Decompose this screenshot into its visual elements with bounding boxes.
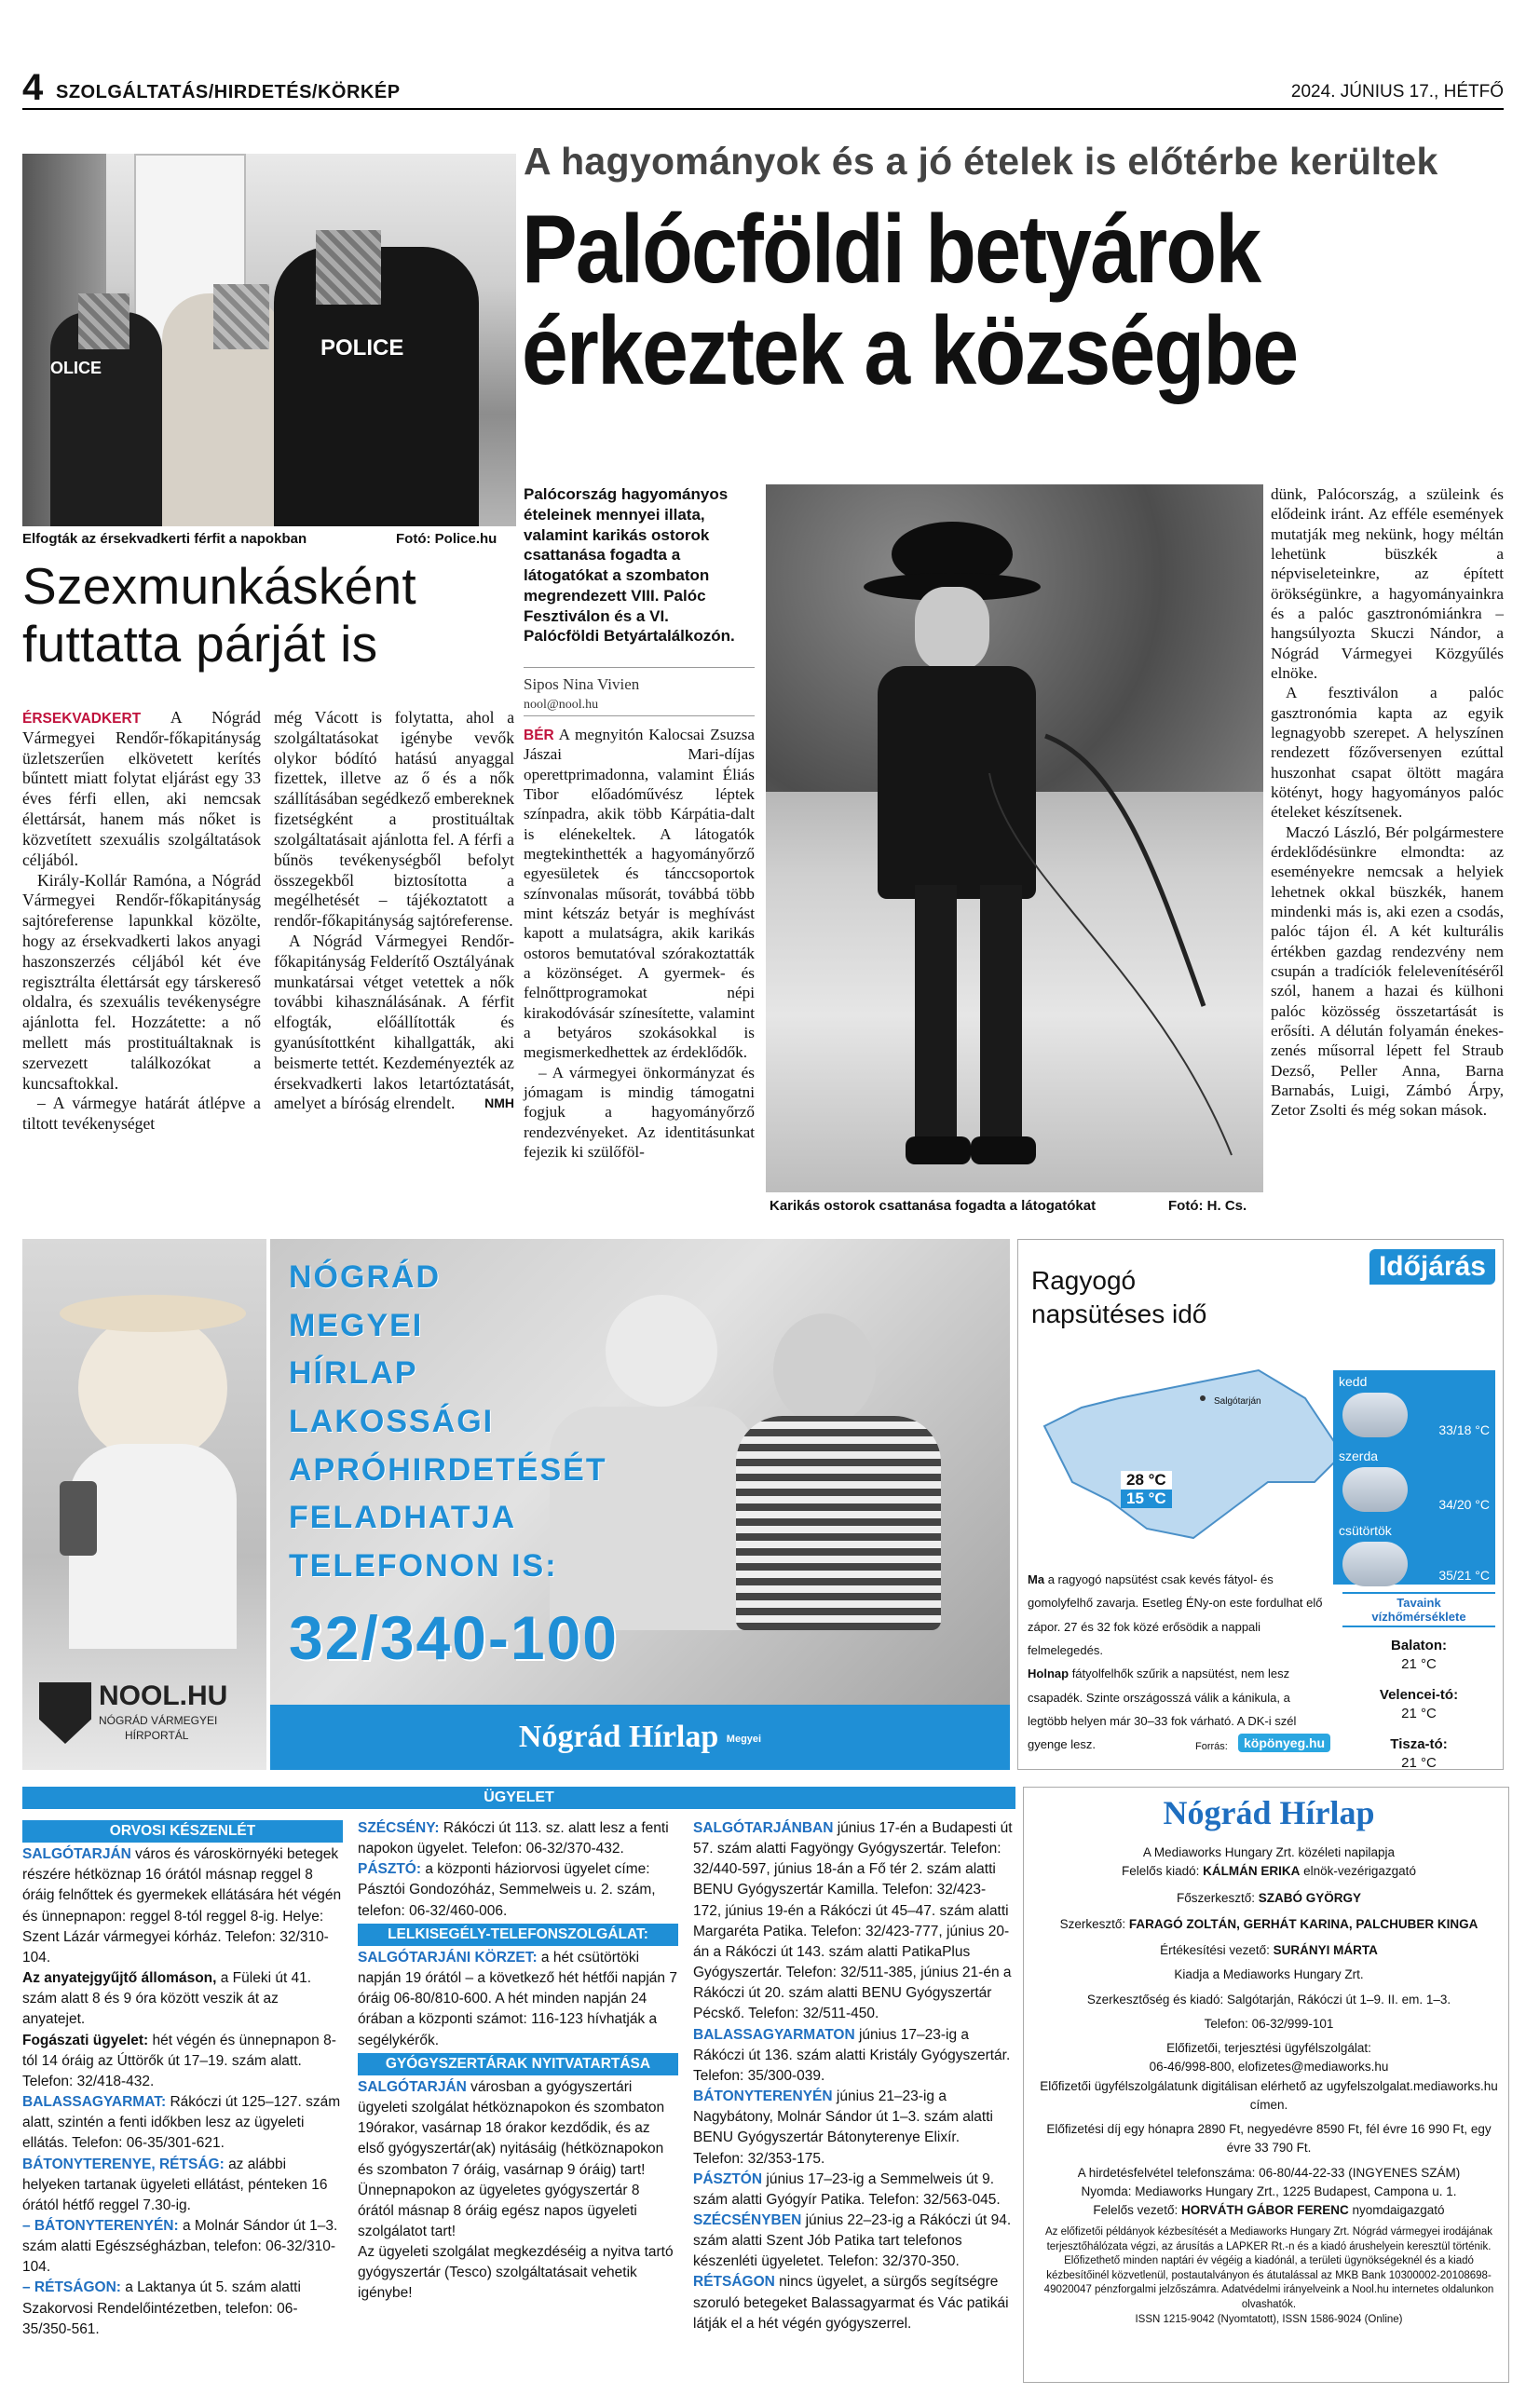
ugyelet-bar: ÜGYELET [22, 1787, 1015, 1809]
cloud-sun-icon [1342, 1393, 1408, 1437]
ad-brand: Nógrád Hírlap [518, 1720, 719, 1754]
article-signature: NMH [484, 1095, 514, 1111]
weather-tag: Időjárás [1369, 1249, 1495, 1285]
left-article-col2: még Vácott is folytatta, ahol a szolgáltatásokat igénybe vevők olykor bódító hatású anyaggal fizettek, illetve az ő és a nők szállításában segédkező embereknek fizetségként a prostituáltak szolgáltatásait ajánlotta fel. A férfi a bűnös tevékenységből befolyt összegekből biztosította a megélhetését – tájékoztatott a rendőr-főkapitányság sajtóreferense. A Nógrád Vármegyei Rendőr-főkapitányság Felderítő Osztályának munkatársai vétget vetettek a nők további kihasználásának. A férfit elfogták, előállították és gyanúsítottként kihallgatták, aki beismerte tettét. Kezdeményezték az érsekvadkerti lakos letartóztatását, amelyet a bíróság elrendelt. NMH [274, 708, 514, 1113]
impressum: Nógrád Hírlap A Mediaworks Hungary Zrt. közéleti napilapja Felelős kiadó: KÁLMÁN ERIKA elnök-vezérigazgató Főszerkesztő: SZABÓ GYÖRGY Szerkesztő: FARAGÓ ZOLTÁN, GERHÁT KARINA, PALCHUBER KINGA Értékesítési vezető: SURÁNYI MÁRTA Kiadja a Mediaworks Hungary Zrt. Szerkesztőség és kiadó: Salgótarján, Rákóczi út 1–9. II. em. 1–3. Telefon: 06-32/999-101 Előfizetői, terjesztési ügyfélszolgálat: 06-46/998-800, elofizetes@mediaworks.hu Előfizetői ügyfélszolgálatunk digitálisan elérhető az ugyfelszolgalat.mediaworks.hu címen. Előfizetési díj egy hónapra 2890 Ft, negyedévre 8590 Ft, fél évre 16 990 Ft, egy évre 33 790 Ft. A hirdetésfelvétel telefonszáma: 06-80/44-22-33 (INGYENES SZÁM) Nyomda: Mediaworks Hungary Zrt., 1225 Budapest, Campona u. 1. Felelős vezető: HORVÁTH GÁBOR FERENC nyomdaigazgató Az előfizetői példányok kézbesítését a Mediaworks Hungary Zrt. Nógrád vármegyei irodájának terjesztőhálózata végzi, az árusítás a LAPKER Rt.-n és a kiadó árushelyein keresztül történik. Előfizethető minden naptári év végéig a kiadónál, a területi ügynökségeknél és a kiadó kézbesítőinél közvetlenül, postautalványon és átutalással az MKB Bank 10300002-20108698-49020047 pénzforgalmi jelzőszámra. Adatvédelmi irányelveink a Nool.hu internetes oldalunkon olvashatók. ISSN 1215-9042 (Nyomtatott), ISSN 1586-9024 (Online) [1034, 1793, 1504, 2329]
duty-col3: SALGÓTARJÁNBAN június 17-én a Budapesti út 57. szám alatti Fagyöngy Gyógyszertár. Telefon: 32/440-597, június 18-án a Fő tér 2. szám alatti BENU Gyógyszertár Kamilla. Telefon: 32/423-172, június 19-én a Rákóczi út 45–47. szám alatti Margaréta Patika. Telefon: 32/423-777, június 20-án a Rákóczi út 143. szám alatti PatikaPlus Gyógyszertár. Telefon: 32/511-385, június 21-én a Rákóczi út 20. szám alatti BENU Gyógyszertár Pécskő. Telefon: 32/511-450. BALASSAGYARMATON június 17–23-ig a Rákóczi út 136. szám alatti Kristály Gyógyszertár. Telefon: 35/300-039. BÁTONYTERENYÉN június 21–23-ig a Nagybátony, Molnár Sándor út 1–3. szám alatti BENU Gyógyszertár Bátonyterenye Elixír. Telefon: 32/353-175. PÁSZTÓN június 17–23-ig a Semmelweis út 9. szám alatti Gyógyír Patika. Telefon: 32/563-045. SZÉCSÉNYBEN június 22–23-ig a Rákóczi út 94. szám alatti Szent Jób Patika tart telefonos készenléti ügyeletet. Telefon: 32/370-350. RÉTSÁGON nincs ügyelet, a sürgős segítségre szoruló betegeket Balassagyarmat és Vác patikái látják el a hét végén gyógyszerrel. [693, 1820, 1013, 2332]
orvosi-header: ORVOSI KÉSZENLÉT [22, 1820, 343, 1843]
duty-col1: ORVOSI KÉSZENLÉT SALGÓTARJÁN város és városkörnyéki betegek részére hétköznap 16 órától másnap reggel 8 óráig felnőttek és gyermekek ellátására hét végén és ünnepnapon: reggel 8-tól reggel 8-ig. Helye: Szent Lázár vármegyei kórház. Telefon: 32/310-104. Az anyatejgyűjtő állomáson, a Füleki út 41. szám alatt 8 és 9 óra között veszik át az anyatejet. Fogászati ügyelet: hét végén és ünnepnapon 8-tól 14 óráig az Úttörők út 17–19. szám alatt. Telefon: 32/418-432. BALASSAGYARMAT: Rákóczi út 125–127. szám alatt, szintén a fenti időkben lesz az ügyeleti ellátás. Telefon: 06-35/301-621. BÁTONYTERENYE, RÉTSÁG: az alábbi helyeken tartanak ügyeleti ellátást, pénteken 16 órától hétfő reggel 7.30-ig. – BÁTONYTERENYÉN: a Molnár Sándor út 1–3. szám alatti Egészségházban, telefon: 06-32/310-104. – RÉTSÁGON: a Laktanya út 5. szám alatti Szakorvosi Rendelőintézetben, telefon: 06-35/350-561. [22, 1818, 343, 2340]
page-header [22, 67, 1504, 110]
whip-line [766, 484, 1263, 1192]
cloud-sun-icon [1342, 1467, 1408, 1512]
photo-caption: Karikás ostorok csattanása fogadta a látogatókat [770, 1198, 1097, 1214]
photo-credit: Fotó: Police.hu [396, 531, 497, 547]
weather-headline: Ragyogó napsütéses idő [1031, 1266, 1207, 1329]
hungary-map [1035, 1342, 1352, 1547]
main-article-col3: dünk, Palócország, a szüleink és elődeink iránt. Az efféle események mutatják meg nekünk, hogy méltán lehetünk büszkék a népviseleteinkre, az épített örökségünkre, a hagyományainkra és a palóc gasztronómiánkra – hangsúlyozta Skuczi Nándor, a Nógrád Vármegyei Közgyűlés elnöke. A fesztiválon a palóc gasztronómia kapta az egyik legnagyobb szerepet. A helyszínen rendezett főzőversenyen ezúttal huszonhat csapat öltött magára kötényt, hogy hagyományos palóc ételeket készítsenek. Maczó László, Bér polgármestere érdeklődésünkre elmondta: az eseményekre nemcsak a helyiek lehetnek okkal büszkék, hanem mindenki más is, aki ezen a csodás, palóc tájon él. A két kulturális értékben gazdag rendezvény nem csupán a tradíciók felelevenítéséről szól, hanem a hazai és külhoni palóc közösség összetartását is erősíti. A délután folyamán énekes-zenés műsorral lépett fel Straub Dezső, Peller Anna, Barna Barnabás, Luigi, Zámbó Árpy, Zetor Zsolti és még sokan mások. [1271, 485, 1504, 1120]
map-temp-low: 15 °C [1121, 1490, 1172, 1508]
betyar-boy-photo [766, 484, 1263, 1192]
dateline: BÉR [524, 728, 554, 743]
photo-caption: Elfogták az érsekvadkerti férfit a napokban [22, 531, 307, 547]
map-city: Salgótarján [1214, 1396, 1261, 1407]
ad-brand-bar: Nógrád Hírlap Megyei [270, 1705, 1010, 1770]
photo-credit: Fotó: H. Cs. [1168, 1198, 1247, 1214]
byline [524, 667, 755, 713]
map-temp-high: 28 °C [1121, 1471, 1172, 1490]
nool-shield-icon [39, 1682, 91, 1744]
lake-temps: Tavaink vízhőmérséklete Balaton: 21 °C Velencei-tó: 21 °C Tisza-tó: 21 °C [1342, 1592, 1495, 1772]
ad-headline: NÓGRÁD MEGYEI HÍRLAP LAKOSSÁGI APRÓHIRDETÉSÉT FELADHATJA TELEFONON IS: [289, 1259, 607, 1585]
issue-date: 2024. JÚNIUS 17., HÉTFŐ [1290, 82, 1504, 102]
section-label: SZOLGÁLTATÁS/HIRDETÉS/KÖRKÉP [56, 82, 401, 102]
duty-col2: SZÉCSÉNY: Rákóczi út 113. sz. alatt lesz a fenti napokon ügyelet. Telefon: 06-32/370-432. PÁSZTÓ: a központi háziorvosi ügyelet címe: Pásztói Gondozóház, Semmelweis u. 2. szám, telefon: 06-32/460-006. LELKISEGÉLY-TELEFONSZOLGÁLAT: SALGÓTARJÁNI KÖRZET: a hét csütörtöki napján 19 órától – a következő hét hétfői napján 7 óráig 06-80/810-600. A hét minden napján 24 órában a központi számot: 116-123 hívhatják a segélykérők. GYÓGYSZERTÁRAK NYITVATARTÁSA SALGÓTARJÁN városban a gyógyszertári ügyeleti szolgálat hétköznapokon és szombaton 19órakor, vasárnap 18 órakor kezdődik, és az első gyógyszertár(ak) nyitásáig (hétköznapokon és szombaton 7 óráig, vasárnap 9 óráig) tart! Ünnepnapokon az ügyeletes gyógyszertár 8 órától másnap 8 óráig egész napos ügyeleti szolgálatot tart! Az ügyeleti szolgálat megkezdéséig a nyitva tartó gyógyszertár (Tesco) szolgáltatásait vehetik igénybe! [358, 1820, 677, 2302]
cloud-sun-icon [1342, 1542, 1408, 1586]
police-arrest-photo [22, 154, 516, 526]
article-intro: Palócország hagyományos ételeinek mennyei illata, valamint karikás ostorok csattanása fogadta a látogatókat a szombaton megrendezett VIII. Palóc Fesztiválon és a VI. Palócföldi Betyártalálkozón. [524, 485, 735, 646]
byline-divider [524, 715, 755, 716]
article-title: Szexmunkásként futtatta párját is [22, 557, 417, 673]
weather-text: Ma a ragyogó napsütést csak kevés fátyol- és gomolyfelhő zavarja. Esetleg ÉNy-on este fordulhat elő zápor. 27 és 32 fok közé erősödik a nappali felmelegedés. Holnap fátyolfelhők szűrik a napsütést, nem lesz csapadék. Szinte országosszá válik a kánikula, a legtöbb helyen már 30–33 fok várható. A DK-i szél gyenge lesz. [1028, 1572, 1323, 1752]
author-name: Sipos Nina Vivien [524, 675, 640, 693]
author-email: nool@nool.hu [524, 698, 599, 712]
weather-box: Időjárás Ragyogó napsütéses idő Salgótarján 28 °C 15 °C kedd 33/18 °C szerda 34/20 °C csütörtök 35/21 °C Ma a ragyogó napsütést csak kevés fátyol- és gomolyfelhő zavarja. Esetleg ÉNy-on este fordulhat elő zápor. 27 és 32 fok közé erősödik a nappali felmelegedés. Holnap fátyolfelhők szűrik a napsütést, nem lesz csapadék. Szinte országosszá válik a kánikula, a legtöbb helyen már 30–33 fok várható. A DK-i szél gyenge lesz. Forrás: köpönyeg.hu Tavaink vízhőmérséklete Balaton: 21 °C Velencei-tó: 21 °C Tisza-tó: 21 °C [1017, 1239, 1504, 1770]
article-kicker: A hagyományok és a jó ételek is előtérbe kerültek [524, 140, 1438, 183]
nool-logo: NOOL.HU [99, 1680, 228, 1711]
koponyeg-logo: köpönyeg.hu [1238, 1734, 1330, 1752]
forecast-panel: kedd 33/18 °C szerda 34/20 °C csütörtök 35/21 °C [1333, 1370, 1495, 1585]
main-headline: Palócföldi betyárok érkeztek a községbe [522, 196, 1298, 406]
ad-phone-number: 32/340-100 [289, 1603, 619, 1672]
police-vest-label-2: OLICE [50, 359, 102, 377]
dateline: ÉRSEKVADKERT [22, 711, 142, 727]
nograd-hirlap-logo: Nógrád Hírlap [1163, 1794, 1375, 1831]
main-article-col1: BÉR A megnyitón Kalocsai Zsuzsa Jászai Mari-díjas operettprimadonna, valamint Éliás Tibor előadóművész léptek színpadra, akik több Kárpátia-dalt is elénekeltek. A látogatók megtekinthették a hagyományőrző egyesületek és tánccsoportok színvonalas műsorát, továbbá több mint kétszáz betyár is meghívást kapott a mulatságra, akik karikás ostoros bemutatóval szórakoztatták a közönséget. A gyermek- és felnőttprogramokat népi kirakodóvásár színesítette, valamint a betyáros szokásokkal is megismerkedhettek az érdeklődők. – A vármegyei önkormányzat és jómagam is mindig támogatni fogjuk a hagyományőrző rendezvényeket. Az identitásunkat fejezik ki szülőföl- [524, 726, 755, 1161]
page-number: 4 [22, 67, 44, 108]
police-vest-label: POLICE [320, 335, 404, 361]
ad-woman-photo: NOOL.HU NÓGRÁD VÁRMEGYEI HÍRPORTÁL [22, 1239, 266, 1770]
left-article-col1: ÉRSEKVADKERT A Nógrád Vármegyei Rendőr-főkapitányság üzletszerűen elkövetett kerítés bűntett miatt folytat eljárást egy 33 éves férfi ellen, aki nemcsak élettársát, hanem más nőket is közvetített szexuális szolgáltatások céljából. Király-Kollár Ramóna, a Nógrád Vármegyei Rendőr-főkapitányság sajtóreferense lapunkkal közölte, hogy az érsekvadkerti lakos anyagi haszonszerzés céljából két éve regisztrálta élettársát egy társkereső oldalra, és szexuális tevékenységre ajánlotta fel. Hozzátette: a nő mellett más prostituáltaknak is szervezett találkozókat a kuncsaftokkal. – A vármegye határát átlépve a tiltott tevékenységet [22, 708, 261, 1134]
